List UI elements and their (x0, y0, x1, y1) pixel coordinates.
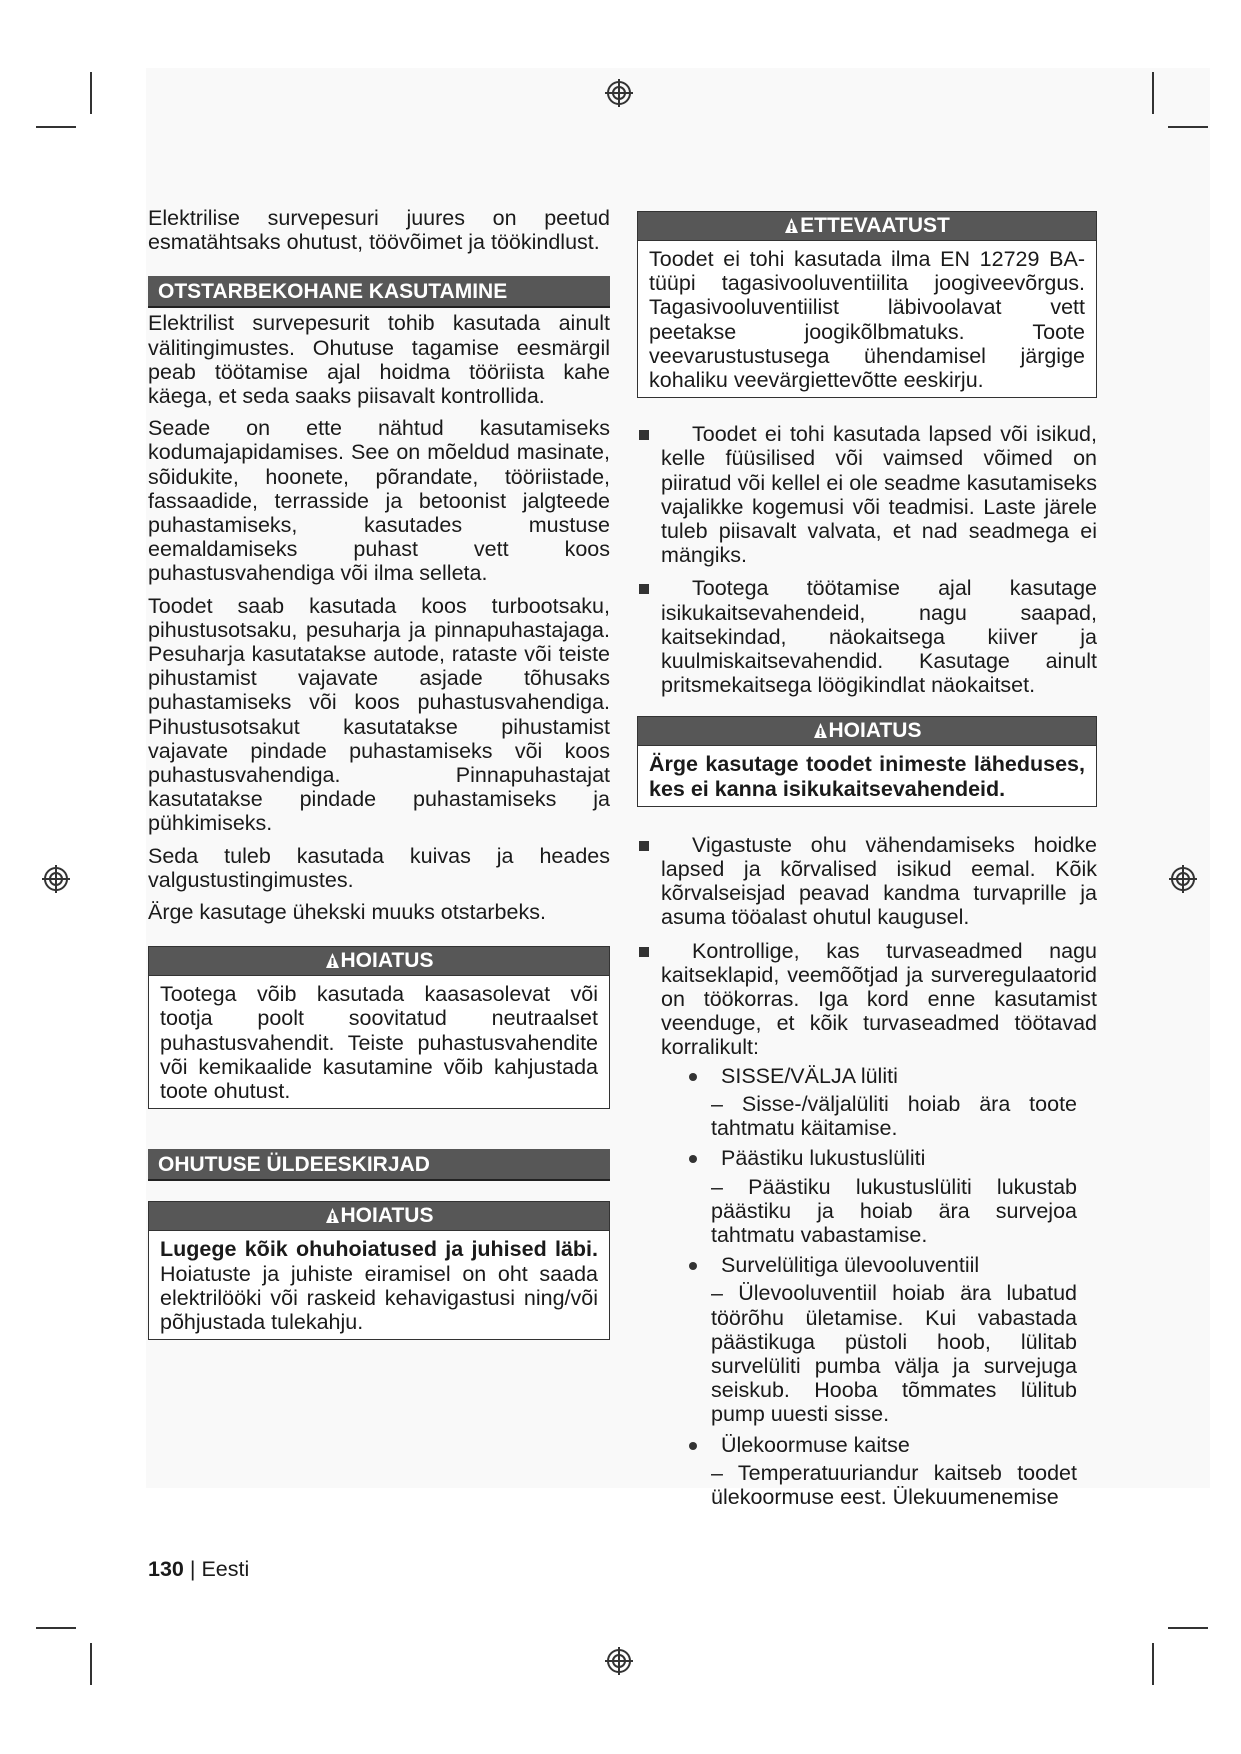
round-bullet-icon (689, 1155, 697, 1163)
device-name: SISSE/VÄLJA lüliti (721, 1063, 898, 1088)
round-bullet-icon (689, 1262, 697, 1270)
section-heading-general-safety: OHUTUSE ÜLDEESKIRJAD (148, 1149, 610, 1181)
list-item: Tootega töötamise ajal kasutage isikukaitsevahendeid, nagu saapad, kaitsekindad, näokaitsega kiiver ja kuulmiskaitsevahendid. Kasutage ainult pritsmekaitsega löögikindlat näokaitset. (661, 576, 1097, 697)
warning-box (637, 716, 1097, 806)
list-item: Kontrollige, kas turvaseadmed nagu kaitseklapid, veemõõtjad ja surveregulaatorid on töökorras. Iga kord enne kasutamist veenduge, et kõik turvaseadmed töötavad korralikult: (661, 939, 1097, 1060)
square-bullet-icon (639, 430, 649, 440)
intended-use-paragraph: Seade on ette nähtud kasutamiseks kodumajapidamises. See on mõeldud masinate, sõidukite, hoonete, põrandate, tööriistade, fassaadide, terrasside ja betoonist jalgteede puhastamiseks, kasutades mustuse eemaldamiseks puhast vett koos puhastusvahendiga või ilma selleta. (148, 416, 610, 586)
section-heading-intended-use: OTSTARBEKOHANE KASUTAMINE (148, 276, 610, 308)
caution-body: Toodet ei tohi kasutada ilma EN 12729 BA-tüüpi tagasivooluventiilita joogiveevõrgus. Tagasivooluventiilist läbivoolavat vett peetakse joogikõlbmatuks. Toote veevarustustusega ühendamisel järgige kohaliku veevärgiettevõtte eeskirju. (649, 247, 1085, 393)
right-column (637, 211, 1097, 1515)
safety-bullet-list (637, 833, 1097, 1060)
crop-mark (36, 1627, 76, 1629)
device-description: – Ülevooluventiil hoiab ära lubatud töörõhu ületamise. Kui vabastada päästikuga püstoli hoob, lülitab survelüliti pumba välja ja survejuga seiskub. Hooba tõmmates lülitub pump uuesti sisse. (711, 1281, 1077, 1427)
intended-use-paragraph: Elektrilist survepesurit tohib kasutada ainult välitingimustes. Ohutuse tagamise eesmärgil peab töötamise ajal hoidma tööriista kahe käega, et seda saaks piisavalt kontrollida. (148, 311, 610, 409)
round-bullet-icon (689, 1442, 697, 1450)
warning-body (638, 746, 1096, 805)
left-column (148, 206, 610, 1340)
registration-mark-icon (604, 1646, 634, 1676)
crop-mark (1152, 72, 1154, 114)
crop-mark (90, 1643, 92, 1685)
warning-triangle-icon (813, 722, 828, 739)
device-description: – Sisse-/väljalüliti hoiab ära toote tahtmatu käitamise. (711, 1091, 1077, 1141)
warning-title: HOIATUS (149, 947, 609, 976)
intended-use-paragraph: Toodet saab kasutada koos turbootsaku, pihustusotsaku, pesuharja ja pinnapuhastajaga. Pesuharja kasutatakse autode, rataste või teiste pihustamist vajavate asjade tõhusaks puhastamiseks või koos puhastusvahendiga. Pihustusotsakut kasutatakse pihustamist vajavate pindade puhastamiseks või koos puhastusvahendiga. Pinnapuhastajat kasutatakse pindade puhastamiseks ja pühkimiseks. (148, 593, 610, 836)
crop-mark (36, 126, 76, 128)
caution-box (637, 211, 1097, 398)
device-description: – Temperatuuriandur kaitseb toodet ülekoormuse eest. Ülekuumenemise (711, 1460, 1077, 1509)
safety-device-list (637, 1064, 1097, 1509)
warning-triangle-icon (325, 1207, 340, 1224)
list-item: Vigastuste ohu vähendamiseks hoidke lapsed ja kõrvalised isikud eemal. Kõik kõrvalseisjad peavad kandma turvaprille ja asuma tööalast ohutul kaugusel. (661, 833, 1097, 930)
warning-body: Tootega võib kasutada kaasasolevat või tootja poolt soovitatud neutraalset puhastusvahendit. Teiste puhastusvahendite või kemikaalide kasutamine võib kahjustada toote ohutust. (160, 982, 598, 1104)
page-number: 130 (148, 1557, 184, 1581)
crop-mark (1168, 126, 1208, 128)
safety-bullet-list (637, 422, 1097, 697)
warning-title: HOIATUS (149, 1202, 609, 1231)
list-item: Toodet ei tohi kasutada lapsed või isikud, kelle füüsilised või vaimsed võimed on piiratud või kellel ei ole seadme kasutamiseks vajalikke kogemusi või teadmisi. Laste järele tuleb piisavalt valvata, et nad seadmega ei mängiks. (661, 422, 1097, 567)
intended-use-paragraph: Seda tuleb kasutada kuivas ja heades valgustustingimustes. (148, 843, 610, 892)
warning-box (148, 1201, 610, 1340)
warning-box (148, 946, 610, 1109)
device-name: Ülekoormuse kaitse (721, 1432, 910, 1457)
warning-text: Hoiatuste ja juhiste eiramisel on oht saada elektrilööki või raskeid kehavigastusi ning/või põhjustada tulekahju. (160, 1261, 598, 1334)
intended-use-paragraph: Ärge kasutage ühekski muuks otstarbeks. (148, 900, 546, 925)
device-description: – Päästiku lukustuslüliti lukustab päästiku ja hoiab ära survejoa tahtmatu vabastamise. (711, 1174, 1077, 1247)
list-item (711, 1063, 1077, 1141)
warning-bold-text: Ärge kasutage toodet inimeste läheduses, kes ei kanna isikukaitsevahendeid. (649, 752, 1085, 801)
warning-body (149, 1231, 609, 1339)
warning-triangle-icon (325, 952, 340, 969)
list-item (711, 1146, 1077, 1247)
intro-paragraph: Elektrilise survepesuri juures on peetud esmatähtsaks ohutust, töövõimet ja töökindlust. (148, 206, 610, 255)
registration-mark-icon (41, 864, 71, 894)
footer-separator: | (189, 1557, 196, 1581)
caution-triangle-icon (784, 217, 799, 234)
square-bullet-icon (639, 841, 649, 851)
device-name: Päästiku lukustuslüliti (721, 1146, 926, 1171)
round-bullet-icon (689, 1073, 697, 1081)
square-bullet-icon (639, 584, 649, 594)
list-item (711, 1253, 1077, 1427)
crop-mark (1152, 1643, 1154, 1685)
caution-title: ETTEVAATUST (638, 212, 1096, 241)
square-bullet-icon (639, 947, 649, 957)
list-item (711, 1432, 1077, 1510)
page-footer (148, 1557, 249, 1582)
crop-mark (1168, 1627, 1208, 1629)
footer-language: Eesti (201, 1557, 250, 1581)
warning-title: HOIATUS (638, 717, 1096, 746)
warning-bold-text: Lugege kõik ohuhoiatused ja juhised läbi. (160, 1237, 598, 1262)
registration-mark-icon (604, 78, 634, 108)
crop-mark (90, 72, 92, 114)
device-name: Survelülitiga ülevooluventiil (721, 1253, 980, 1278)
registration-mark-icon (1168, 864, 1198, 894)
